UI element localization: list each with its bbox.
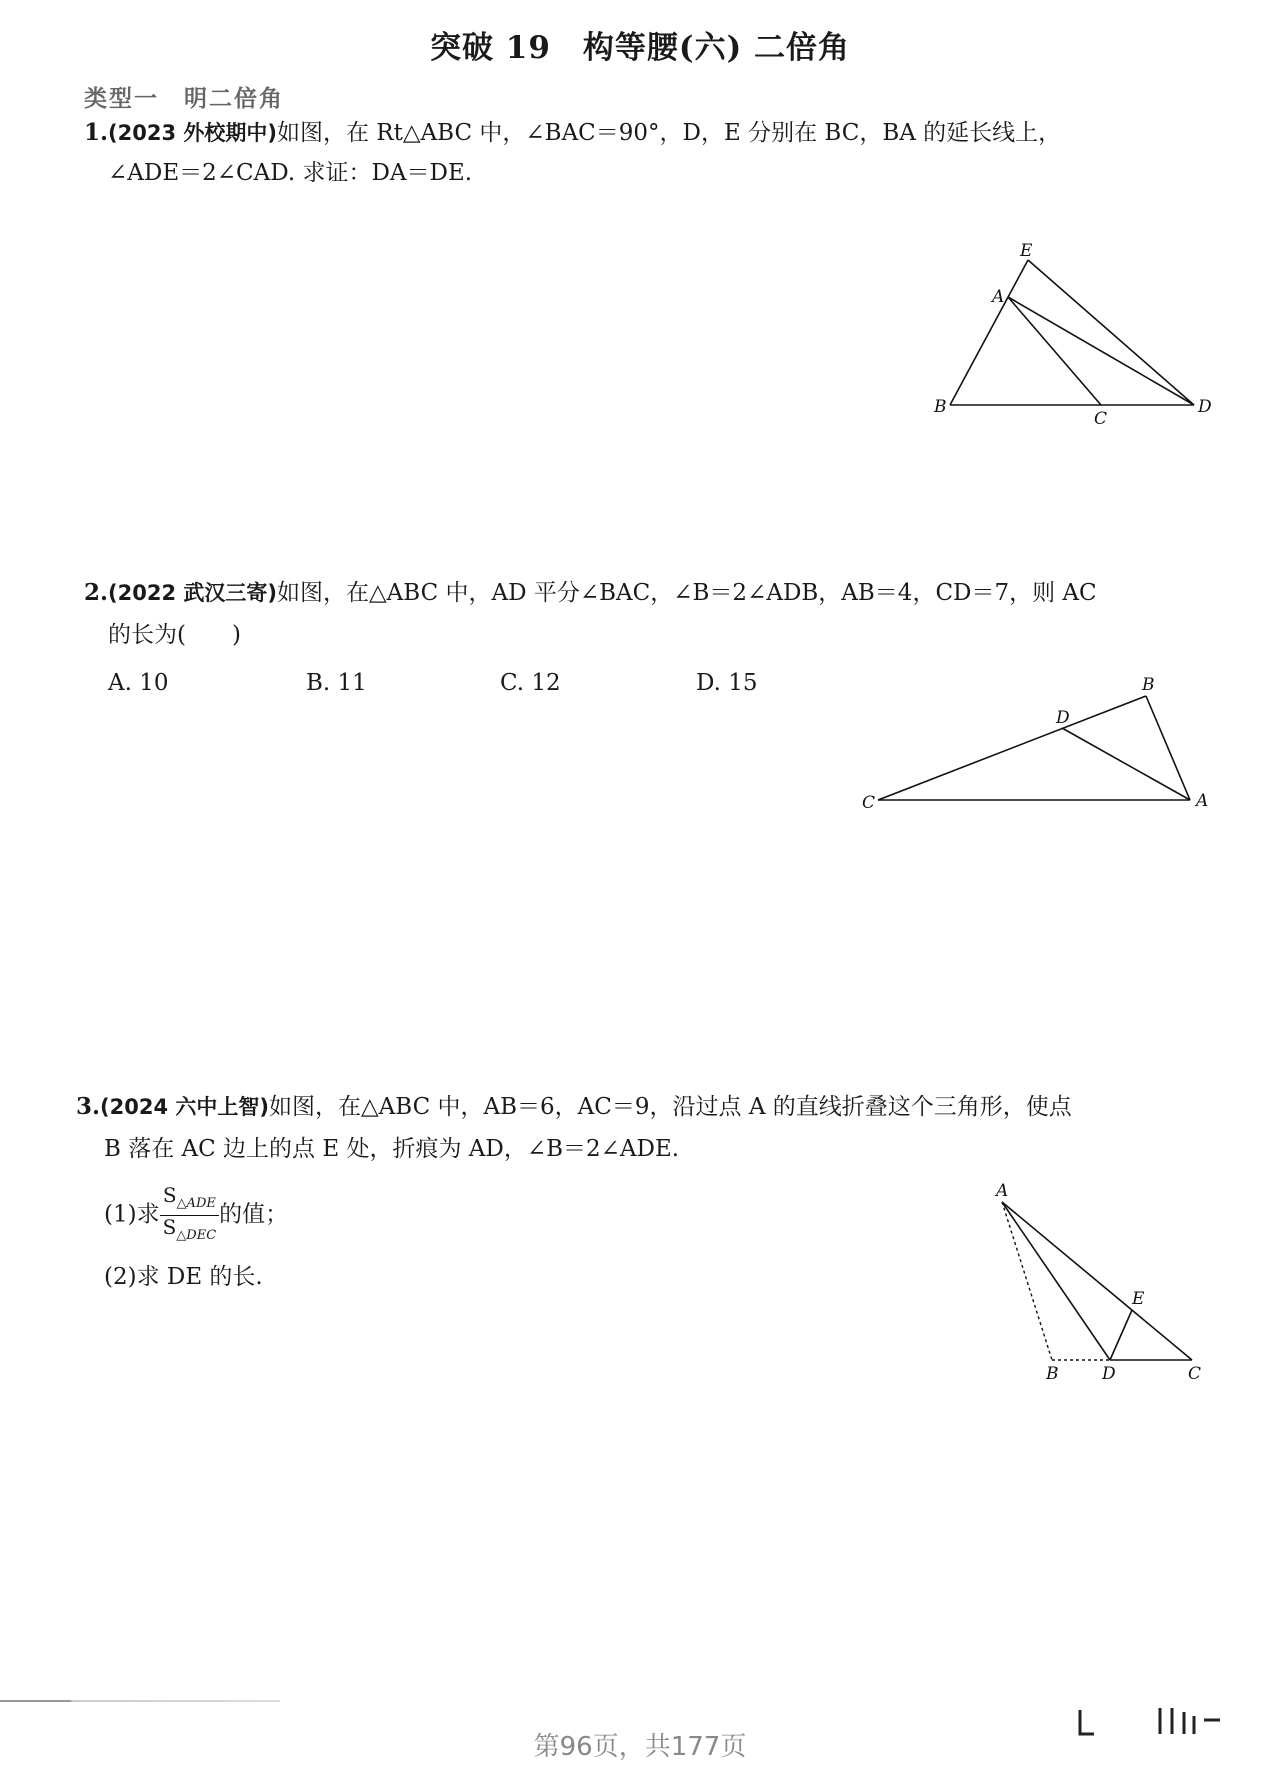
question-2-number: 2. — [84, 579, 109, 606]
area-ratio-fraction — [160, 1184, 220, 1247]
question-1-source: (2023 外校期中) — [108, 121, 277, 145]
label-C: C — [1094, 409, 1108, 429]
option-d: D. 15 — [696, 670, 758, 696]
label-C: C — [1188, 1364, 1202, 1384]
question-3-text-2: B 落在 AC 边上的点 E 处，折痕为 AD，∠B＝2∠ADE. — [104, 1136, 680, 1162]
part-1-suffix: 的值； — [219, 1201, 289, 1228]
label-A: A — [992, 287, 1005, 307]
footer-rule — [0, 1700, 280, 1702]
page-title: 突破 19 构等腰(六) 二倍角 — [429, 30, 851, 66]
question-2-text-2: 的长为( ) — [108, 622, 241, 648]
label-A: A — [1196, 791, 1209, 811]
fraction-denominator: S — [162, 1215, 177, 1239]
question-3-line-1 — [76, 1092, 1072, 1122]
label-D: D — [1056, 708, 1070, 728]
question-1-figure — [920, 240, 1220, 440]
label-E: E — [1020, 241, 1033, 261]
question-1-text-1: 如图，在 Rt△ABC 中，∠BAC＝90°，D，E 分别在 BC，BA 的延长线上， — [276, 120, 1062, 146]
fraction-numerator-sub: △ADE — [176, 1196, 216, 1211]
question-3-figure — [980, 1180, 1220, 1384]
label-B: B — [1046, 1364, 1059, 1384]
option-c: C. 12 — [500, 670, 561, 696]
label-E: E — [1132, 1289, 1145, 1309]
label-B: B — [1142, 675, 1155, 695]
label-B: B — [934, 397, 947, 417]
option-a: A. 10 — [108, 670, 169, 696]
question-1-number: 1. — [84, 119, 109, 146]
fraction-numerator: S — [162, 1183, 177, 1207]
section-heading: 类型一 明二倍角 — [84, 86, 284, 112]
question-2-source: (2022 武汉三寄) — [108, 581, 277, 605]
fraction-denominator-sub: △DEC — [176, 1228, 217, 1243]
part-1-prefix: (1)求 — [104, 1201, 160, 1228]
label-A: A — [996, 1181, 1009, 1201]
question-1-text-2: ∠ADE＝2∠CAD. 求证：DA＝DE. — [108, 160, 473, 186]
label-D: D — [1198, 397, 1212, 417]
question-2-text-1: 如图，在△ABC 中，AD 平分∠BAC，∠B＝2∠ADB，AB＝4，CD＝7，则 AC — [276, 580, 1097, 606]
question-1-line-1 — [84, 118, 1061, 148]
question-3-text-1: 如图，在△ABC 中，AB＝6，AC＝9，沿过点 A 的直线折叠这个三角形，使点 — [268, 1094, 1072, 1120]
question-3-part-2: (2)求 DE 的长. — [104, 1264, 263, 1290]
question-2-figure — [860, 670, 1220, 820]
label-C: C — [862, 793, 876, 813]
label-D: D — [1102, 1364, 1116, 1384]
question-3-part-1 — [104, 1184, 288, 1247]
question-3-number: 3. — [76, 1093, 101, 1120]
option-b: B. 11 — [306, 670, 367, 696]
question-3-source: (2024 六中上智) — [100, 1095, 269, 1119]
question-2-line-1 — [84, 578, 1097, 608]
page-number: 第96页，共177页 — [533, 1732, 747, 1762]
